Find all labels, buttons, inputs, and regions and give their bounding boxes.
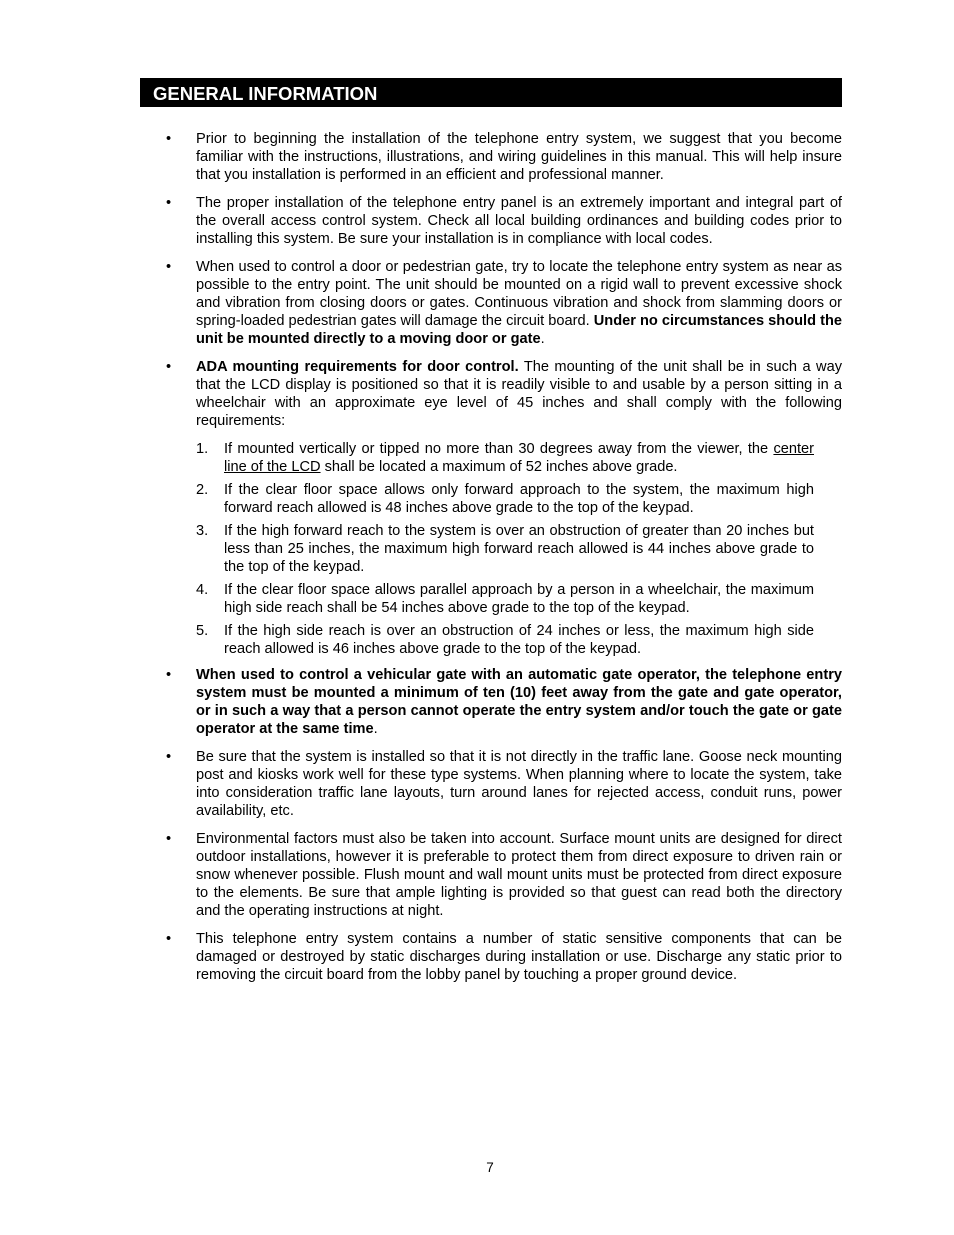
bullet-bold-text: When used to control a vehicular gate with an automatic gate operator, the telephone entry system must be mounted a minimum of ten (10) feet away from the gate and gate operator, or in such a way that a person cannot operate the entry system and/or touch the gate or gate operator at the same time [196, 667, 842, 737]
bullet-icon: • [166, 359, 172, 375]
bullet-period: . [540, 331, 545, 347]
bullet-item [140, 194, 842, 248]
bullet-icon: • [166, 931, 172, 947]
requirement-number: 1. [196, 441, 209, 457]
requirement-item [140, 622, 842, 658]
requirement-underline-text: center line of the LCD [224, 441, 814, 475]
requirement-item [140, 522, 842, 576]
bullet-period: . [373, 721, 378, 737]
bullet-bold-text: Under no circumstances should the unit be mounted directly to a moving door or gate [196, 313, 842, 347]
requirement-text: If the high side reach is over an obstruction of 24 inches or less, the maximum high side reach allowed is 46 inches above grade to the top of the keypad. [224, 623, 814, 657]
bullet-icon: • [166, 131, 172, 147]
bullet-text: The mounting of the unit shall be in such a way that the LCD display is positioned so that it is readily visible to and usable by a person sitting in a wheelchair with an approximate eye level of 45 inches and shall comply with the following requirements: [196, 359, 842, 429]
bullet-icon: • [166, 195, 172, 211]
requirement-number: 3. [196, 523, 209, 539]
bullet-text: Be sure that the system is installed so that it is not directly in the traffic lane. Goose neck mounting post and kiosks work well for these type systems. When planning where to locate the system, take into consideration traffic lane layouts, turn around lanes for rejected access, conduit runs, power availability, etc. [196, 749, 842, 819]
bullet-text: The proper installation of the telephone entry panel is an extremely important and integral part of the overall access control system. Check all local building ordinances and building codes prior to installing this system. Be sure your installation is in compliance with local codes. [196, 195, 842, 247]
bullet-text: Prior to beginning the installation of the telephone entry system, we suggest that you become familiar with the instructions, illustrations, and wiring guidelines in this manual. This will help insure that you installation is performed in an efficient and professional manner. [196, 131, 842, 183]
bullet-item [140, 748, 842, 820]
requirement-item [140, 581, 842, 617]
content-body [140, 130, 842, 994]
page-number: 7 [486, 1160, 494, 1175]
requirements-list [140, 440, 842, 658]
requirement-item [140, 440, 842, 476]
requirement-text: shall be located a maximum of 52 inches above grade. [320, 459, 678, 475]
bullet-item [140, 930, 842, 984]
bullet-icon: • [166, 749, 172, 765]
requirement-number: 4. [196, 582, 209, 598]
bullet-item [140, 130, 842, 184]
section-title: GENERAL INFORMATION [153, 83, 378, 104]
section-heading [140, 78, 842, 107]
requirement-text: If the clear floor space allows parallel approach by a person in a wheelchair, the maximum high side reach shall be 54 inches above grade to the top of the keypad. [224, 582, 814, 616]
bullet-item [140, 258, 842, 348]
requirement-text: If mounted vertically or tipped no more than 30 degrees away from the viewer, the [224, 441, 774, 457]
bullet-item [140, 666, 842, 738]
requirement-number: 5. [196, 623, 209, 639]
requirement-number: 2. [196, 482, 209, 498]
bullet-icon: • [166, 259, 172, 275]
bullet-bold-text: ADA mounting requirements for door control. [196, 359, 519, 375]
requirement-item [140, 481, 842, 517]
requirement-text: If the high forward reach to the system is over an obstruction of greater than 20 inches but less than 25 inches, the maximum high forward reach allowed is 44 inches above grade to the top of the keypad. [224, 523, 814, 575]
bullet-text: This telephone entry system contains a number of static sensitive components that can be damaged or destroyed by static discharges during installation or use. Discharge any static prior to removing the circuit board from the lobby panel by touching a proper ground device. [196, 931, 842, 983]
bullet-item-ada [140, 358, 842, 658]
requirement-text: If the clear floor space allows only forward approach to the system, the maximum high forward reach allowed is 48 inches above grade to the top of the keypad. [224, 482, 814, 516]
bullet-text: When used to control a door or pedestrian gate, try to locate the telephone entry system as near as possible to the entry point. The unit should be mounted on a rigid wall to prevent excessive shock and vibration from closing doors or gates. Continuous vibration and shock from slamming doors or spring-loaded pedestrian gates will damage the circuit board. [196, 259, 842, 329]
bullet-icon: • [166, 831, 172, 847]
bullet-icon: • [166, 667, 172, 683]
bullet-text: Environmental factors must also be taken into account. Surface mount units are designed for direct outdoor installations, however it is preferable to protect them from direct exposure to driven rain or snow whenever possible. Flush mount and wall mount units must be protected from direct exposure to the elements. Be sure that ample lighting is provided so that guest can read both the directory and the operating instructions at night. [196, 831, 842, 919]
bullet-item [140, 830, 842, 920]
